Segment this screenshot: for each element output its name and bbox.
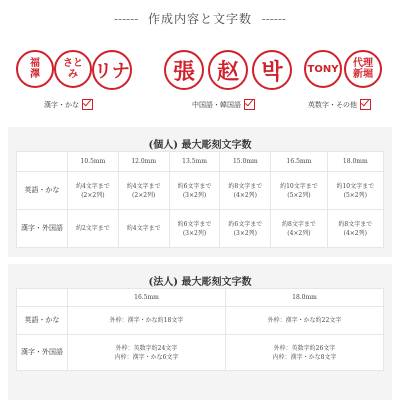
row-label: 漢字・外国語: [17, 335, 68, 371]
table-cell: 約8文字まで (4×2列): [271, 210, 327, 248]
sample-label: 中国語・韓国語: [192, 99, 255, 110]
table-row: [17, 210, 384, 248]
size-header: 16.5mm: [68, 289, 226, 307]
size-header: 12.0mm: [118, 152, 169, 172]
table-cell: 約8文字まで (4×2列): [327, 210, 383, 248]
size-header: 16.5mm: [271, 152, 327, 172]
stamp-sample: リナ: [92, 50, 132, 90]
table-cell: 約2文字まで: [68, 210, 119, 248]
row-label: 英語・かな: [17, 307, 68, 335]
table-cell: 約4文字まで (2×2列): [68, 172, 119, 210]
table-cell: 約10文字まで (5×2列): [271, 172, 327, 210]
stamp-samples: [14, 42, 386, 118]
size-header: 10.5mm: [68, 152, 119, 172]
table-cell: 外枠：英数字約24文字 内枠：漢字・かな6文字: [68, 335, 226, 371]
size-header: 18.0mm: [226, 289, 384, 307]
table-cell: 約6文字まで (3×2列): [169, 210, 220, 248]
stamp-sample: さと み: [54, 50, 92, 88]
table-row: [17, 172, 384, 210]
table-cell: 約4文字まで: [118, 210, 169, 248]
sample-group-kanji-kana: [14, 42, 130, 109]
corporate-table: [16, 288, 384, 371]
sample-label: 漢字・かな: [44, 99, 93, 110]
stamp-sample: 赵: [208, 50, 248, 90]
stamp-sample: 代理 新堀: [344, 50, 382, 88]
sample-group-alnum-other: [304, 42, 386, 109]
corporate-title: (法人) 最大彫刻文字数: [148, 277, 252, 288]
row-label: 漢字・外国語: [17, 210, 68, 248]
check-icon: [360, 99, 371, 110]
title-dash-left: ------: [114, 12, 139, 26]
table-cell: 約4文字まで (2×2列): [118, 172, 169, 210]
size-header: 13.5mm: [169, 152, 220, 172]
stamp-sample: 박: [252, 50, 292, 90]
size-header: 18.0mm: [327, 152, 383, 172]
table-cell: 約8文字まで (4×2列): [220, 172, 271, 210]
personal-table: [16, 151, 384, 248]
title-dash-right: ------: [261, 12, 286, 26]
sample-label: 英数字・その他: [308, 99, 371, 110]
corporate-panel: [8, 264, 392, 400]
row-label: 英語・かな: [17, 172, 68, 210]
section-title: [0, 10, 400, 27]
check-icon: [244, 99, 255, 110]
table-cell: 外枠：英数字約26文字 内枠：漢字・かな8文字: [226, 335, 384, 371]
personal-panel: [8, 127, 392, 257]
stamp-sample: 福 澤: [16, 50, 54, 88]
personal-title: (個人) 最大彫刻文字数: [148, 140, 252, 151]
table-cell: 約6文字まで (3×2列): [169, 172, 220, 210]
table-row: [17, 335, 384, 371]
table-cell: 外枠：漢字・かな約18文字: [68, 307, 226, 335]
table-cell: 外枠：漢字・かな約22文字: [226, 307, 384, 335]
check-icon: [82, 99, 93, 110]
stamp-sample: TONY: [304, 50, 342, 88]
sample-group-chinese-korean: [160, 42, 295, 109]
table-cell: 約6文字まで (3×2列): [220, 210, 271, 248]
size-header: 15.0mm: [220, 152, 271, 172]
title-text: 作成内容と文字数: [147, 12, 252, 26]
table-row: [17, 307, 384, 335]
stamp-sample: 張: [164, 50, 204, 90]
table-cell: 約10文字まで (5×2列): [327, 172, 383, 210]
